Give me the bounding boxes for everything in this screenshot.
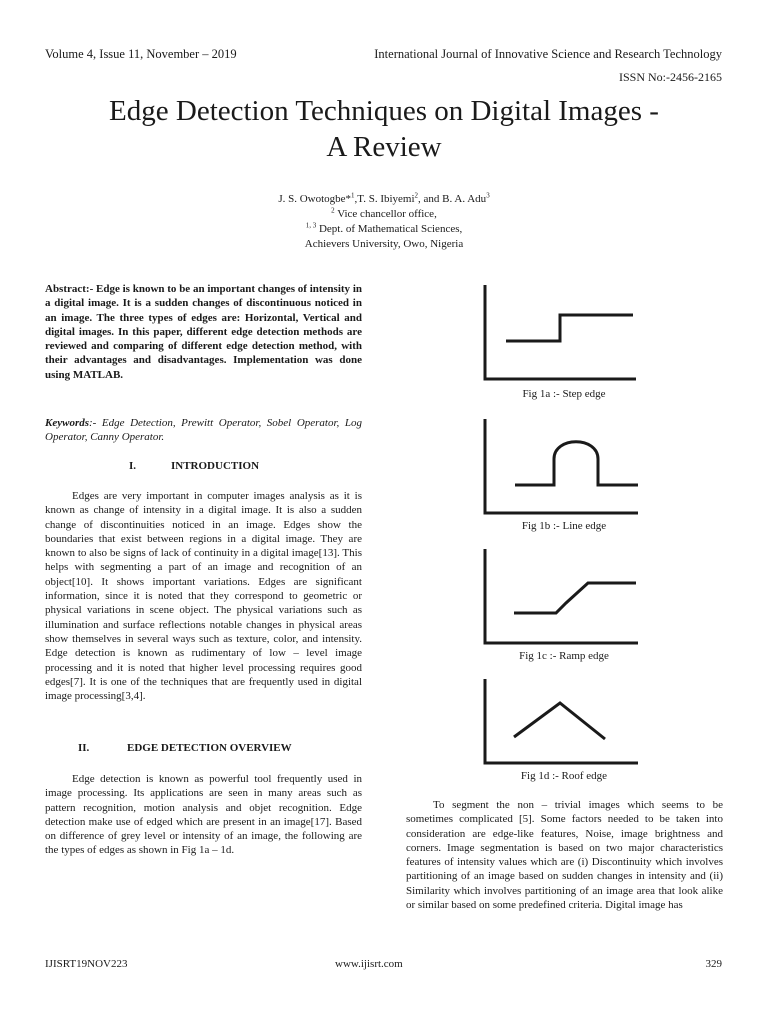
keywords: Keywords:- Edge Detection, Prewitt Operator, Sobel Operator, Log Operator, Canny Operator. — [45, 417, 362, 444]
affiliation-1: $^2$ Vice chancellor office, — [331, 206, 437, 220]
fig1d-caption: Fig 1d :- Roof edge — [520, 770, 608, 782]
roof-edge-axes — [485, 679, 638, 763]
roof-edge-curve — [514, 703, 605, 739]
paper-id: IJISRT19NOV223 — [45, 958, 128, 970]
journal-name: International Journal of Innovative Science and Research Technology — [374, 47, 722, 61]
line-edge-curve — [515, 442, 638, 485]
introduction-body: Edges are very important in computer images analysis as it is known as change of intensity in a digital image. It is also a sudden change of discontinuities noticed in an image. Edges show the boundaries that exist between regions in a digital image. They are known to also be signs of lack of continuity in a digital image[13]. This helps with segmenting a part of an image and recognition of an object[10]. It shows important variations. Edges are significant information, since it is noted that they correspond to geometric or physical variations in scene object. The physical variations such as illumination and surface reflections notable changes in physical areas show themselves in several ways such as texture, color, and intensity. Edge detection is known as rudimentary of low – level image processing and it is noted that higher level processing requires good edges[7]. It is one of the techniques that are frequently used in digital image processing[3,4]. — [45, 490, 362, 703]
issn: ISSN No:-2456-2165 — [618, 70, 722, 84]
line-edge-figure — [478, 419, 640, 516]
journal-volume: Volume 4, Issue 11, November – 2019 — [45, 47, 237, 61]
overview-body: Edge detection is known as powerful tool frequently used in image processing. Its applications are seen in many areas such as pattern recognition, motion analysis and objet recognition. Edge detection make use of edged which are present in an image[17]. Based on difference of grey level or intensity of an image, the following are the types of edges as shown in Fig 1a – 1d. — [45, 773, 362, 857]
step-edge-figure — [478, 285, 638, 382]
author-names: J. S. Owotogbe*$^1$,T. S. Ibiyemi$^2$, and B. A. Adu$^3$ — [278, 191, 490, 205]
author-block — [0, 192, 768, 252]
journal-website-link[interactable]: www.ijisrt.com — [335, 958, 403, 970]
ramp-edge-figure — [478, 549, 640, 646]
step-edge-curve — [506, 315, 633, 341]
ramp-edge-axes — [485, 549, 638, 643]
ramp-edge-curve — [514, 583, 636, 613]
paper-title — [0, 93, 768, 165]
fig1a-caption: Fig 1a :- Step edge — [522, 388, 606, 400]
line-edge-axes — [485, 419, 638, 513]
fig1c-caption: Fig 1c :- Ramp edge — [519, 650, 609, 662]
abstract: Abstract:- Edge is known to be an important changes of intensity in a digital image. It is a sudden changes of discontinuous noticed in an image. The three types of edges are: Horizontal, Vertical and digital images. In this paper, different edge detection methods are reviewed and comparing of different edge detection method, with their advantages and disadvantages. Implementation was done using MATLAB. — [45, 283, 362, 381]
affiliation-3: Achievers University, Owo, Nigeria — [304, 238, 464, 250]
fig1b-caption: Fig 1b :- Line edge — [521, 520, 607, 532]
title-line-2: A Review — [326, 131, 442, 163]
affiliation-2: $^{1, 3}$ Dept. of Mathematical Sciences, — [305, 221, 463, 235]
page-number: 329 — [705, 958, 722, 970]
right-column-body: To segment the non – trivial images which seems to be sometimes complicated [5]. Some factors needed to be taken into consideration are edge-like features, Noise, image brightness and corners. Image segmentation is based on two major characteristics features of intensity values which are (i) Discontinuity which involves partitioning of an image based on sudden changes in intensity and (ii) Similarity which involves partitioning of an image area that look alike or similar based on some predefined criteria. Digital image has — [406, 799, 723, 912]
title-line-1: Edge Detection Techniques on Digital Images - — [109, 95, 659, 127]
roof-edge-figure — [478, 679, 640, 765]
